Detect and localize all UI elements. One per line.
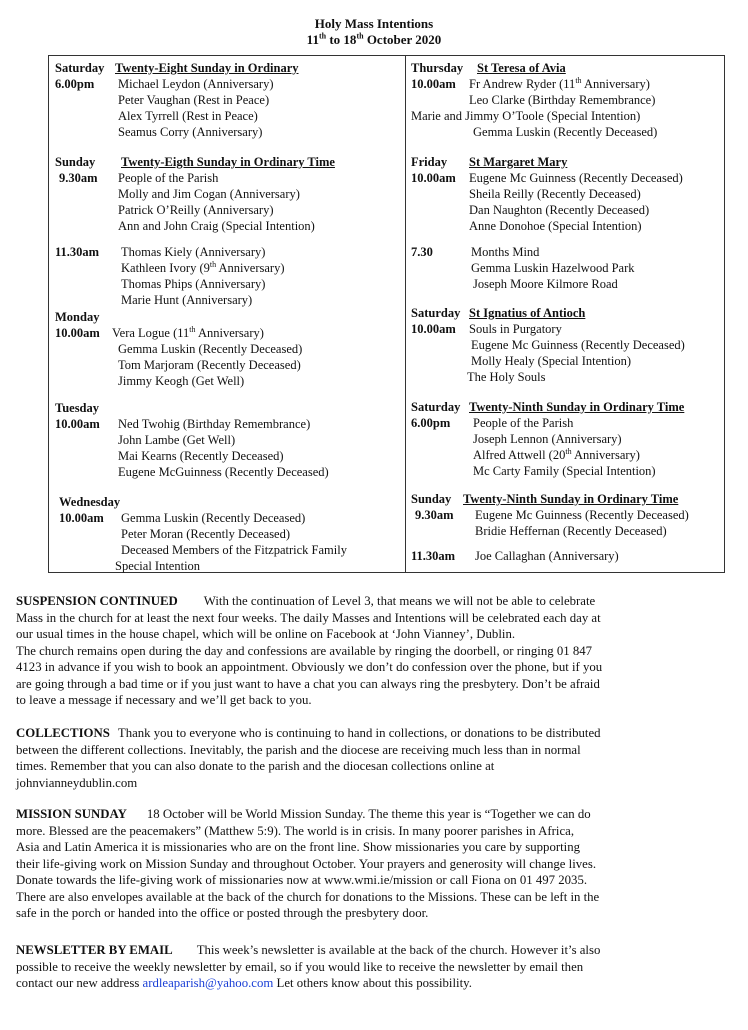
feast-title: St Ignatius of Antioch xyxy=(469,306,586,320)
day-label: Wednesday xyxy=(59,495,121,509)
mass-time: 10.00am xyxy=(411,77,456,91)
paragraph-line: times. Remember that you can also donate to the parish and the diocesan collections online at xyxy=(16,759,495,773)
day-label: Saturday xyxy=(411,400,461,414)
paragraph-line: more. Blessed are the peacemakers” (Matthew 5:9). The world is in crisis. In many poorer parishes in Africa, xyxy=(16,823,575,838)
mass-time: 11.30am xyxy=(411,549,456,563)
intention: Marie and Jimmy O’Toole (Special Intention) xyxy=(411,109,641,123)
intention: Gemma Luskin (Recently Deceased) xyxy=(121,511,306,525)
intention: Jimmy Keogh (Get Well) xyxy=(118,374,245,388)
intention: Tom Marjoram (Recently Deceased) xyxy=(118,358,301,372)
suspension-section xyxy=(16,593,716,709)
day-label: Saturday xyxy=(411,306,461,320)
wednesday-block xyxy=(55,494,401,574)
mass-time: 10.00am xyxy=(55,326,100,340)
intention: Mai Kearns (Recently Deceased) xyxy=(118,449,284,463)
website-link[interactable]: johnvianneydublin.com xyxy=(16,775,138,790)
intention: Eugene Mc Guinness (Recently Deceased) xyxy=(471,338,685,352)
paragraph-line: safe in the porch or handed into the office or posted through the presbytery door. xyxy=(16,906,429,920)
intention: Gemma Luskin (Recently Deceased) xyxy=(118,342,303,356)
months-mind-block xyxy=(411,244,721,292)
paragraph-line: their life-giving work on Mission Sunday and throughout October. Your prayers and generosity will change lives. xyxy=(16,856,597,871)
intention: Thomas Phips (Anniversary) xyxy=(121,277,266,291)
intention: Bridie Heffernan (Recently Deceased) xyxy=(475,524,667,538)
paragraph-line: Donate towards the life-giving work of missionaries now at www.wmi.ie/mission or call Fiona on 01 497 2035. xyxy=(16,873,588,887)
intention: Vera Logue (11th Anniversary) xyxy=(112,324,264,340)
intention: The Holy Souls xyxy=(467,370,546,384)
intention: Sheila Reilly (Recently Deceased) xyxy=(469,187,641,201)
paragraph-line: Thank you to everyone who is continuing to hand in collections, or donations to be distributed xyxy=(117,726,601,740)
paragraph-line: are going through a bad time or if you just want to have a chat you can always ring the presbytery. Don’t be afraid xyxy=(16,676,600,691)
saturday-vigil-block xyxy=(411,399,721,479)
paragraph-line: Mass in the church for at least the next four weeks. The daily Masses and Intentions will be celebrated each day at xyxy=(16,610,601,625)
paragraph-line: between the different collections. Inevitably, the parish and the diocese are receiving much less than in normal xyxy=(16,742,581,757)
intention: Eugene Mc Guinness (Recently Deceased) xyxy=(475,508,689,522)
day-label: Friday xyxy=(411,155,448,169)
mass-time: 9.30am xyxy=(415,508,454,522)
feast-title: Twenty-Eight Sunday in Ordinary xyxy=(115,61,299,75)
intention: Ned Twohig (Birthday Remembrance) xyxy=(118,417,311,431)
intention: Joseph Moore Kilmore Road xyxy=(473,277,618,291)
mass-time: 10.00am xyxy=(59,511,104,525)
feast-title: Twenty-Ninth Sunday in Ordinary Time xyxy=(463,492,679,506)
intention: Ann and John Craig (Special Intention) xyxy=(118,219,315,233)
saturday-ignatius-block xyxy=(411,305,721,385)
intention: Molly Healy (Special Intention) xyxy=(471,354,632,368)
intention: Alfred Attwell (20th Anniversary) xyxy=(473,446,640,462)
section-heading: MISSION SUNDAY xyxy=(16,807,127,821)
mass-time: 10.00am xyxy=(411,322,456,336)
intention: Eugene McGuinness (Recently Deceased) xyxy=(118,465,329,479)
paragraph-line: There are also envelopes available at the back of the church for donations to the Missions. These can be left in the xyxy=(16,889,600,904)
day-label: Saturday xyxy=(55,61,105,75)
intention: Deceased Members of the Fitzpatrick Family xyxy=(121,543,347,557)
intention: Leo Clarke (Birthday Remembrance) xyxy=(469,93,656,107)
day-label: Monday xyxy=(55,310,100,324)
mass-time: 10.00am xyxy=(55,417,100,431)
newsletter-section xyxy=(16,942,716,992)
sunday-block xyxy=(55,154,401,234)
thursday-block xyxy=(411,60,721,140)
intention: Joseph Lennon (Anniversary) xyxy=(473,432,622,446)
intention: Seamus Corry (Anniversary) xyxy=(118,125,263,139)
intention: Mc Carty Family (Special Intention) xyxy=(473,464,656,478)
intention: Marie Hunt (Anniversary) xyxy=(121,293,253,307)
intention: Molly and Jim Cogan (Anniversary) xyxy=(118,187,300,201)
page-header xyxy=(0,16,748,48)
paragraph-line: 4123 in advance if you wish to book an appointment. Obviously we don’t do confession over the phone, but if you xyxy=(16,660,603,674)
paragraph-line: to leave a message if necessary and we’ll get back to you. xyxy=(16,693,312,707)
feast-title: Twenty-Eigth Sunday in Ordinary Time xyxy=(121,155,335,169)
intention: Alex Tyrrell (Rest in Peace) xyxy=(118,109,258,123)
day-label: Sunday xyxy=(411,492,452,506)
paragraph-line: With the continuation of Level 3, that means we will not be able to celebrate xyxy=(203,594,596,608)
sunday-1130-block xyxy=(55,244,401,308)
email-link[interactable]: ardleaparish@yahoo.com xyxy=(142,976,274,990)
date-range: 11th to 18th October 2020 xyxy=(306,31,442,47)
feast-title: St Margaret Mary xyxy=(469,155,568,169)
paragraph-line: our usual times in the house chapel, which will be online on Facebook at ‘John Vianney’, Dublin. xyxy=(16,627,516,641)
intention: Peter Vaughan (Rest in Peace) xyxy=(118,93,270,107)
mission-sunday-section xyxy=(16,806,716,922)
intention: People of the Parish xyxy=(118,171,219,185)
paragraph-line: The church remains open during the day and confessions are available by ringing the doorbell, or ringing 01 847 xyxy=(16,643,593,658)
mass-time: 6.00pm xyxy=(55,77,95,91)
intention: Eugene Mc Guinness (Recently Deceased) xyxy=(469,171,683,185)
intention: People of the Parish xyxy=(473,416,574,430)
feast-title: Twenty-Ninth Sunday in Ordinary Time xyxy=(469,400,685,414)
tuesday-block xyxy=(55,400,401,480)
mass-schedule-table xyxy=(48,55,725,573)
intention: Gemma Luskin (Recently Deceased) xyxy=(473,125,658,139)
day-label: Thursday xyxy=(411,61,464,75)
intention: Months Mind xyxy=(471,245,540,259)
intention: Fr Andrew Ryder (11th Anniversary) xyxy=(469,75,650,91)
intention: Michael Leydon (Anniversary) xyxy=(118,77,274,91)
section-heading: NEWSLETTER BY EMAIL xyxy=(16,943,173,957)
day-label: Tuesday xyxy=(55,401,100,415)
paragraph-line: contact our new address ardleaparish@yahoo.com Let others know about this possibility. xyxy=(16,976,472,990)
mass-time: 9.30am xyxy=(59,171,98,185)
column-divider xyxy=(405,56,406,572)
saturday-block xyxy=(55,60,401,140)
intention: Souls in Purgatory xyxy=(469,322,562,336)
paragraph-line: 18 October will be World Mission Sunday. The theme this year is “Together we can do xyxy=(146,807,591,821)
section-heading: COLLECTIONS xyxy=(16,726,110,740)
collections-section xyxy=(16,725,716,791)
section-heading: SUSPENSION CONTINUED xyxy=(16,594,178,608)
intention: Patrick O’Reilly (Anniversary) xyxy=(118,203,274,217)
paragraph-line: Asia and Latin America it is missionaries who are on the front line. Show missionaries you care by supporting xyxy=(16,840,581,854)
intention: Peter Moran (Recently Deceased) xyxy=(121,527,291,541)
day-label: Sunday xyxy=(55,155,96,169)
sunday-29th-block xyxy=(411,491,721,539)
mass-time: 11.30am xyxy=(55,245,100,259)
mass-time: 10.00am xyxy=(411,171,456,185)
intention: John Lambe (Get Well) xyxy=(118,433,236,447)
intention: Gemma Luskin Hazelwood Park xyxy=(471,261,635,275)
mass-time: 7.30 xyxy=(411,245,433,259)
intention: Dan Naughton (Recently Deceased) xyxy=(469,203,650,217)
intention: Thomas Kiely (Anniversary) xyxy=(121,245,266,259)
intention: Joe Callaghan (Anniversary) xyxy=(475,549,619,563)
paragraph-line: This week’s newsletter is available at the back of the church. However it’s also xyxy=(196,943,601,957)
intention: Anne Donohoe (Special Intention) xyxy=(469,219,642,233)
friday-block xyxy=(411,154,721,234)
sunday-1130-right-block xyxy=(411,548,721,564)
mass-time: 6.00pm xyxy=(411,416,451,430)
monday-block xyxy=(55,309,401,389)
feast-title: St Teresa of Avia xyxy=(477,61,566,75)
paragraph-line: possible to receive the weekly newsletter by email, so if you would like to receive the newsletter by email then xyxy=(16,959,584,974)
intention: Kathleen Ivory (9th Anniversary) xyxy=(121,259,285,275)
intention: Special Intention xyxy=(115,559,201,573)
page-title: Holy Mass Intentions xyxy=(314,16,434,31)
